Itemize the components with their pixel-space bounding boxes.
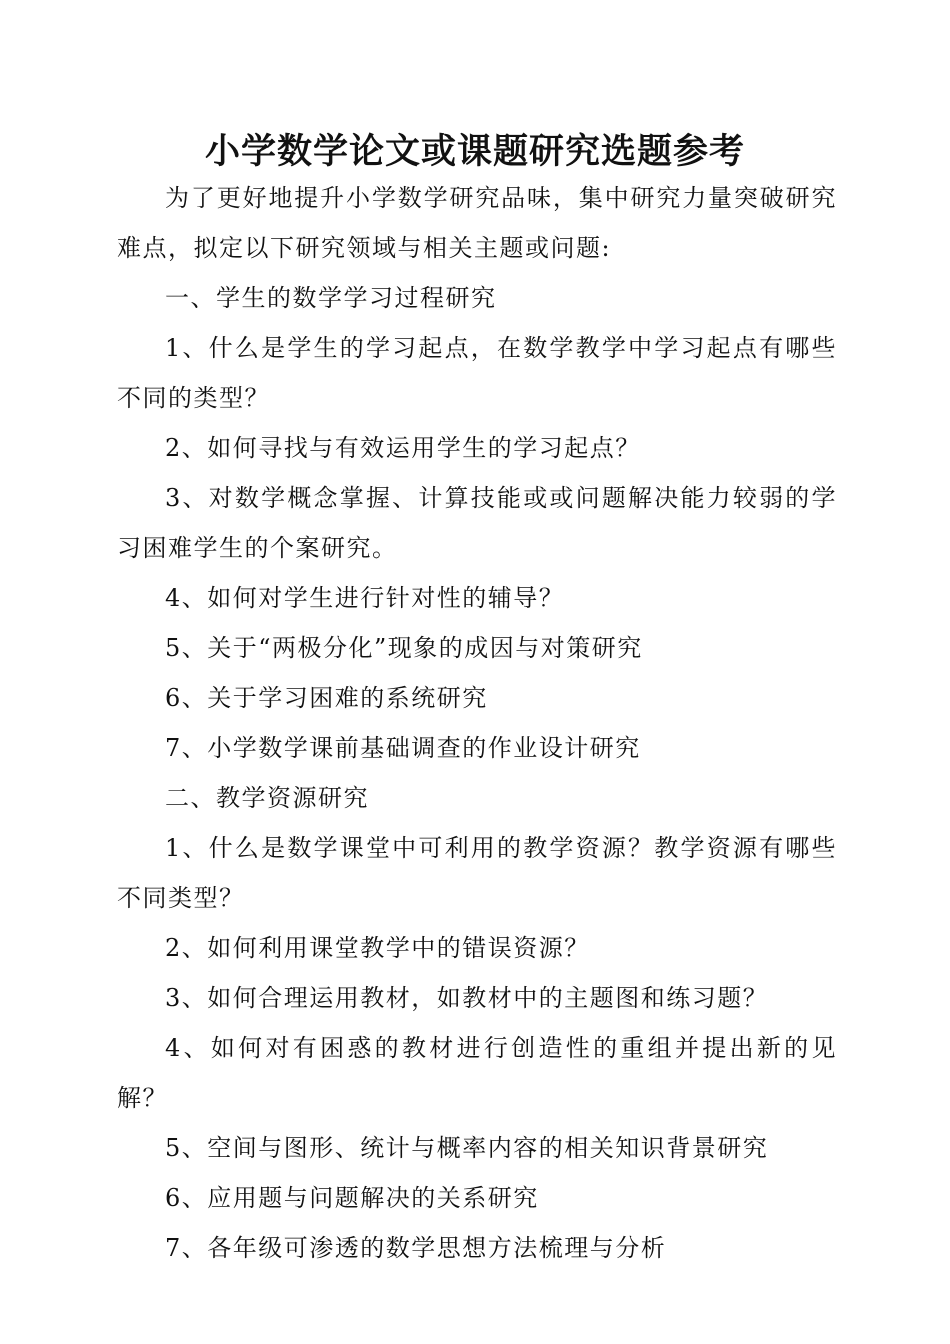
list-item: 6、关于学习困难的系统研究: [165, 684, 488, 712]
section-heading-1: 一、学生的数学学习过程研究: [165, 284, 497, 312]
list-item: 4、如何对学生进行针对性的辅导？: [165, 584, 565, 612]
list-item: 6、应用题与问题解决的关系研究: [165, 1184, 539, 1212]
list-item: 2、如何利用课堂教学中的错误资源？: [165, 934, 590, 962]
section-heading-2: 二、教学资源研究: [165, 784, 369, 812]
intro-paragraph: 为了更好地提升小学数学研究品味，集中研究力量突破研究难点，拟定以下研究领域与相关主题或问题:: [117, 184, 837, 262]
list-item: 3、如何合理运用教材，如教材中的主题图和练习题？: [165, 984, 769, 1012]
list-item: 4、如何对有困惑的教材进行创造性的重组并提出新的见解？: [117, 1034, 837, 1112]
list-item: 5、关于“两极分化”现象的成因与对策研究: [165, 634, 643, 662]
list-item: 2、如何寻找与有效运用学生的学习起点？: [165, 434, 641, 462]
list-item: 5、空间与图形、统计与概率内容的相关知识背景研究: [165, 1134, 769, 1162]
list-item: 7、小学数学课前基础调查的作业设计研究: [165, 734, 641, 762]
document-body: [117, 173, 837, 1273]
list-item: 1、什么是学生的学习起点，在数学教学中学习起点有哪些不同的类型？: [117, 334, 837, 412]
list-item: 7、各年级可渗透的数学思想方法梳理与分析: [165, 1234, 667, 1262]
list-item: 3、对数学概念掌握、计算技能或或问题解决能力较弱的学习困难学生的个案研究。: [117, 484, 837, 562]
list-item: 1、什么是数学课堂中可利用的教学资源？教学资源有哪些不同类型？: [117, 834, 837, 912]
document-title: 小学数学论文或课题研究选题参考: [204, 131, 745, 172]
